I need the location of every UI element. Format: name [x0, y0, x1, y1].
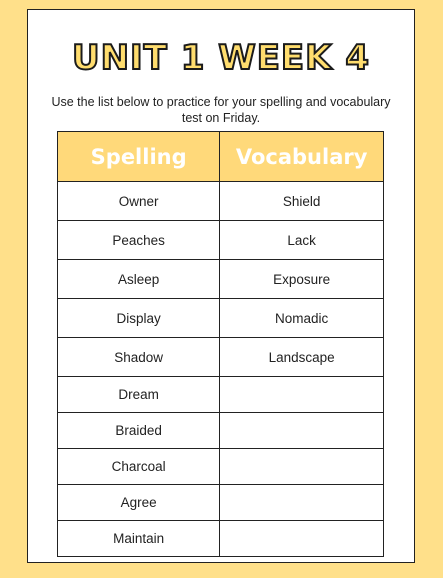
table-row — [58, 413, 384, 449]
vocabulary-word: Shield — [220, 182, 384, 221]
spelling-word: Display — [58, 299, 220, 338]
page-title: UNIT 1 WEEK 4 — [71, 38, 371, 78]
vocabulary-word: Exposure — [220, 260, 384, 299]
spelling-word: Maintain — [58, 521, 220, 557]
vocabulary-header: Vocabulary — [220, 132, 384, 182]
vocabulary-word: Nomadic — [220, 299, 384, 338]
vocabulary-word: Landscape — [220, 338, 384, 377]
table-row — [58, 485, 384, 521]
vocabulary-empty-cell — [220, 449, 384, 485]
spelling-word: Braided — [58, 413, 220, 449]
instructions: Use the list below to practice for your spelling and vocabulary test on Friday. — [51, 95, 391, 125]
table-row — [58, 521, 384, 557]
table-row — [58, 449, 384, 485]
vocabulary-empty-cell — [220, 485, 384, 521]
vocabulary-empty-cell — [220, 377, 384, 413]
table-row — [58, 338, 384, 377]
spelling-word: Shadow — [58, 338, 220, 377]
vocabulary-empty-cell — [220, 413, 384, 449]
vocabulary-empty-cell — [220, 521, 384, 557]
spelling-header: Spelling — [58, 132, 220, 182]
spelling-word: Asleep — [58, 260, 220, 299]
table-row — [58, 182, 384, 221]
table-row — [58, 299, 384, 338]
table-row — [58, 221, 384, 260]
worksheet — [27, 9, 415, 563]
vocabulary-word: Lack — [220, 221, 384, 260]
spelling-word: Peaches — [58, 221, 220, 260]
table-row — [58, 377, 384, 413]
table-row — [58, 260, 384, 299]
spelling-word: Dream — [58, 377, 220, 413]
spelling-word: Agree — [58, 485, 220, 521]
spelling-word: Owner — [58, 182, 220, 221]
spelling-word: Charcoal — [58, 449, 220, 485]
word-table — [57, 131, 384, 557]
